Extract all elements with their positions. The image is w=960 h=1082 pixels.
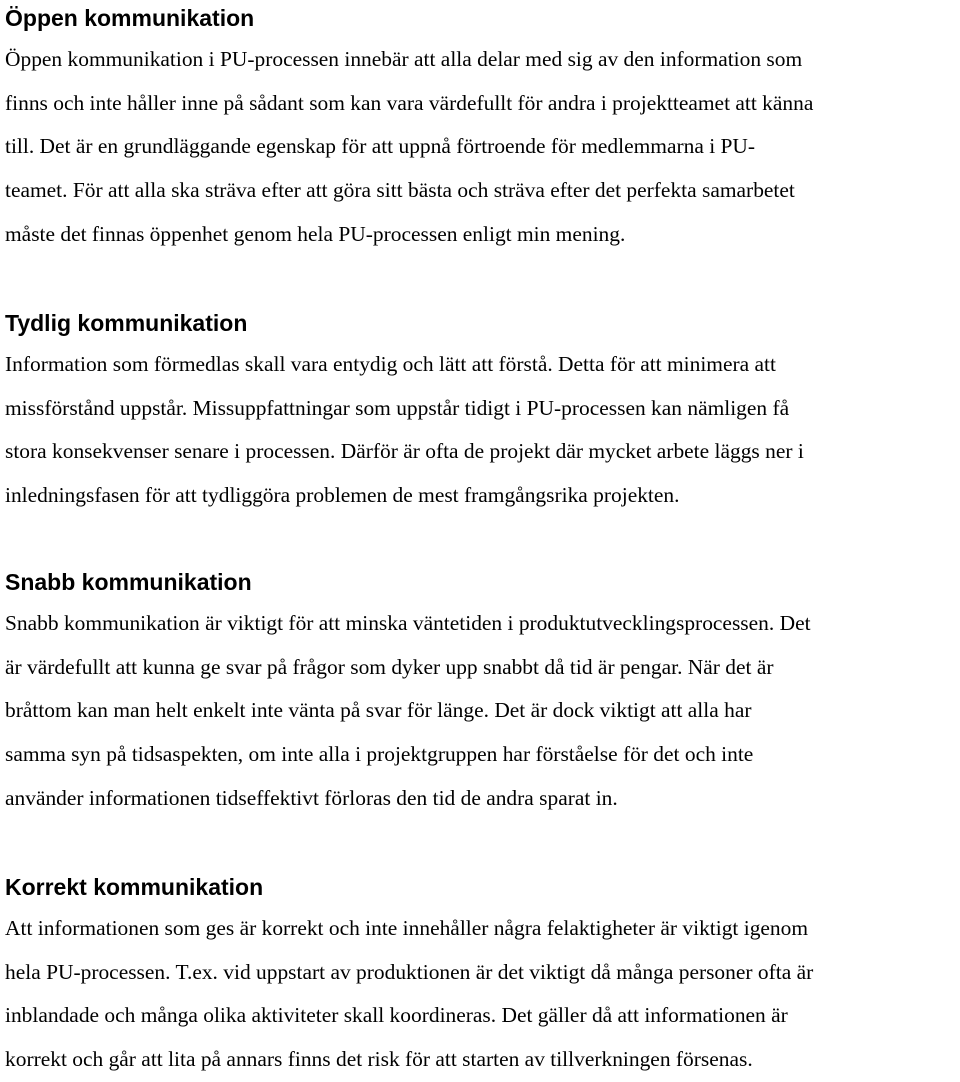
section-body <box>5 907 957 1082</box>
section-body <box>5 343 957 518</box>
body-line: stora konsekvenser senare i processen. Därför är ofta de projekt där mycket arbete läggs ner i <box>5 439 804 464</box>
body-line: hela PU-processen. T.ex. vid uppstart av produktionen är det viktigt då många personer ofta är <box>5 959 814 984</box>
body-line: till. Det är en grundläggande egenskap för att uppnå förtroende för medlemmarna i PU- <box>5 134 756 159</box>
body-line: är värdefullt att kunna ge svar på frågor som dyker upp snabbt då tid är pengar. När det är <box>5 654 774 679</box>
section-tydlig-kommunikation <box>5 309 957 518</box>
body-line: inledningsfasen för att tydliggöra problemen de mest framgångsrika projekten. <box>5 483 680 508</box>
section-heading: Tydlig kommunikation <box>5 310 248 336</box>
body-line: bråttom kan man helt enkelt inte vänta på svar för länge. Det är dock viktigt att alla har <box>5 698 752 723</box>
body-line: inblandade och många olika aktiviteter skall koordineras. Det gäller då att informationen är <box>5 1003 788 1028</box>
section-snabb-kommunikation <box>5 568 957 820</box>
body-line: Att informationen som ges är korrekt och inte innehåller några felaktigheter är viktigt igenom <box>5 916 809 940</box>
section-heading: Snabb kommunikation <box>5 569 252 595</box>
section-body <box>5 602 957 820</box>
section-heading: Öppen kommunikation <box>5 5 255 31</box>
body-line: korrekt och går att lita på annars finns det risk för att starten av tillverkningen försenas. <box>5 1047 753 1072</box>
body-line: samma syn på tidsaspekten, om inte alla i projektgruppen har förståelse för det och inte <box>5 742 754 767</box>
section-oppen-kommunikation <box>5 4 957 256</box>
body-line: använder informationen tidseffektivt förloras den tid de andra sparat in. <box>5 785 618 810</box>
body-line: Information som förmedlas skall vara entydig och lätt att förstå. Detta för att minimera att <box>5 352 776 376</box>
section-heading: Korrekt kommunikation <box>5 874 264 900</box>
body-line: måste det finnas öppenhet genom hela PU-processen enligt min mening. <box>5 221 626 246</box>
section-korrekt-kommunikation <box>5 873 957 1082</box>
section-body <box>5 38 957 256</box>
body-line: Öppen kommunikation i PU-processen innebär att alla delar med sig av den information som <box>5 47 803 71</box>
body-line: teamet. För att alla ska sträva efter att göra sitt bästa och sträva efter det perfekta samarbetet <box>5 178 795 203</box>
body-line: Snabb kommunikation är viktigt för att minska väntetiden i produktutvecklingsprocessen. Det <box>5 611 811 635</box>
body-line: missförstånd uppstår. Missuppfattningar som uppstår tidigt i PU-processen kan nämligen få <box>5 395 790 420</box>
body-line: finns och inte håller inne på sådant som kan vara värdefullt för andra i projektteamet att känna <box>5 90 814 115</box>
